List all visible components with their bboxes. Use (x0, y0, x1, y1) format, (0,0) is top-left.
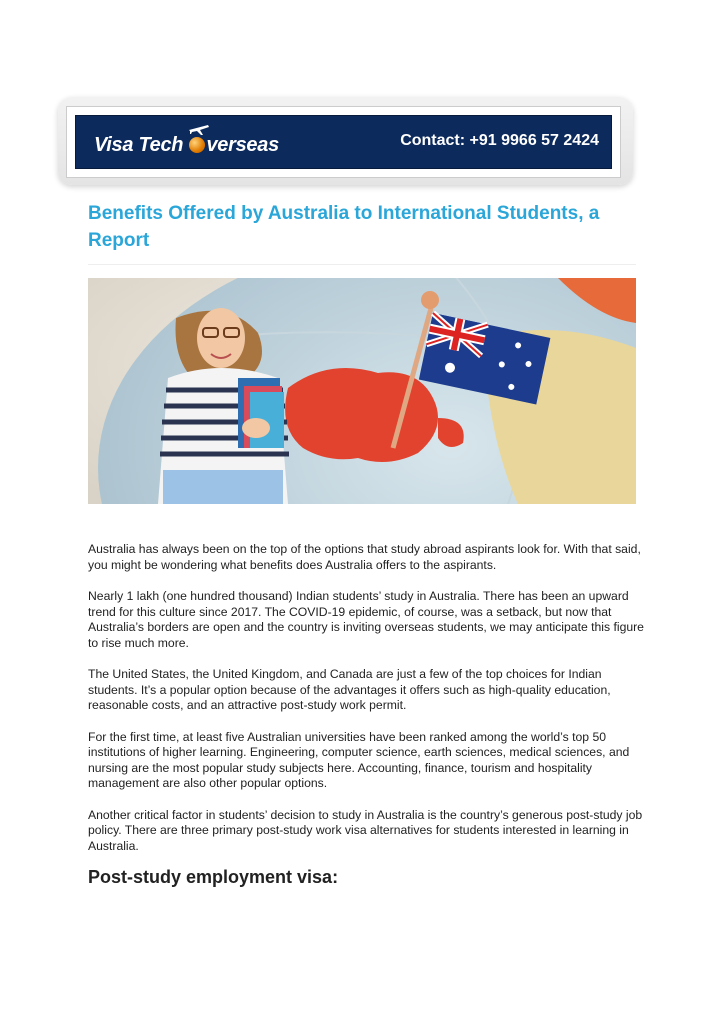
contact-phone: Contact: +91 9966 57 2424 (400, 132, 599, 149)
logo-text: Visa Tech verseas (94, 134, 279, 156)
section-heading: Post-study employment visa: (88, 867, 339, 887)
banner-inner (75, 115, 612, 169)
paragraph: The United States, the United Kingdom, and Canada are just a few of the top choices for Indian students. It’s a popular option because of the advantages it offers such as high-quality education, reasonable costs, and an attractive post-study work permit. (88, 667, 611, 712)
paragraph: Another critical factor in students’ decision to study in Australia is the country’s generous post-study job policy. There are three primary post-study work visa alternatives for students interested in learning in Australia. (88, 807, 643, 853)
hero-image (88, 278, 636, 504)
paragraph: For the first time, at least five Australian universities have been ranked among the world’s top 50 institutions of higher learning. Engineering, computer science, earth sciences, medical sciences, and nursing are the most popular study subjects here. Accounting, finance, tourism and hospitality management are also other popular options. (88, 729, 630, 790)
visa-tech-overseas-logo (94, 130, 294, 160)
header-banner (66, 106, 621, 178)
article-body (88, 542, 644, 870)
article-title: Benefits Offered by Australia to International Students, a Report (88, 203, 600, 251)
title-divider (88, 264, 636, 265)
globe-icon (189, 137, 205, 153)
paragraph: Nearly 1 lakh (one hundred thousand) Indian students’ study in Australia. There has been an upward trend for this culture since 2017. The COVID-19 epidemic, of course, was a setback, but now that Australia’s borders are open and the country is inviting overseas students, we may anticipate this figure to rise much more. (88, 589, 644, 650)
paragraph: Australia has always been on the top of the options that study abroad aspirants look for. With that said, you might be wondering what benefits does Australia offers to the aspirants. (88, 542, 641, 572)
